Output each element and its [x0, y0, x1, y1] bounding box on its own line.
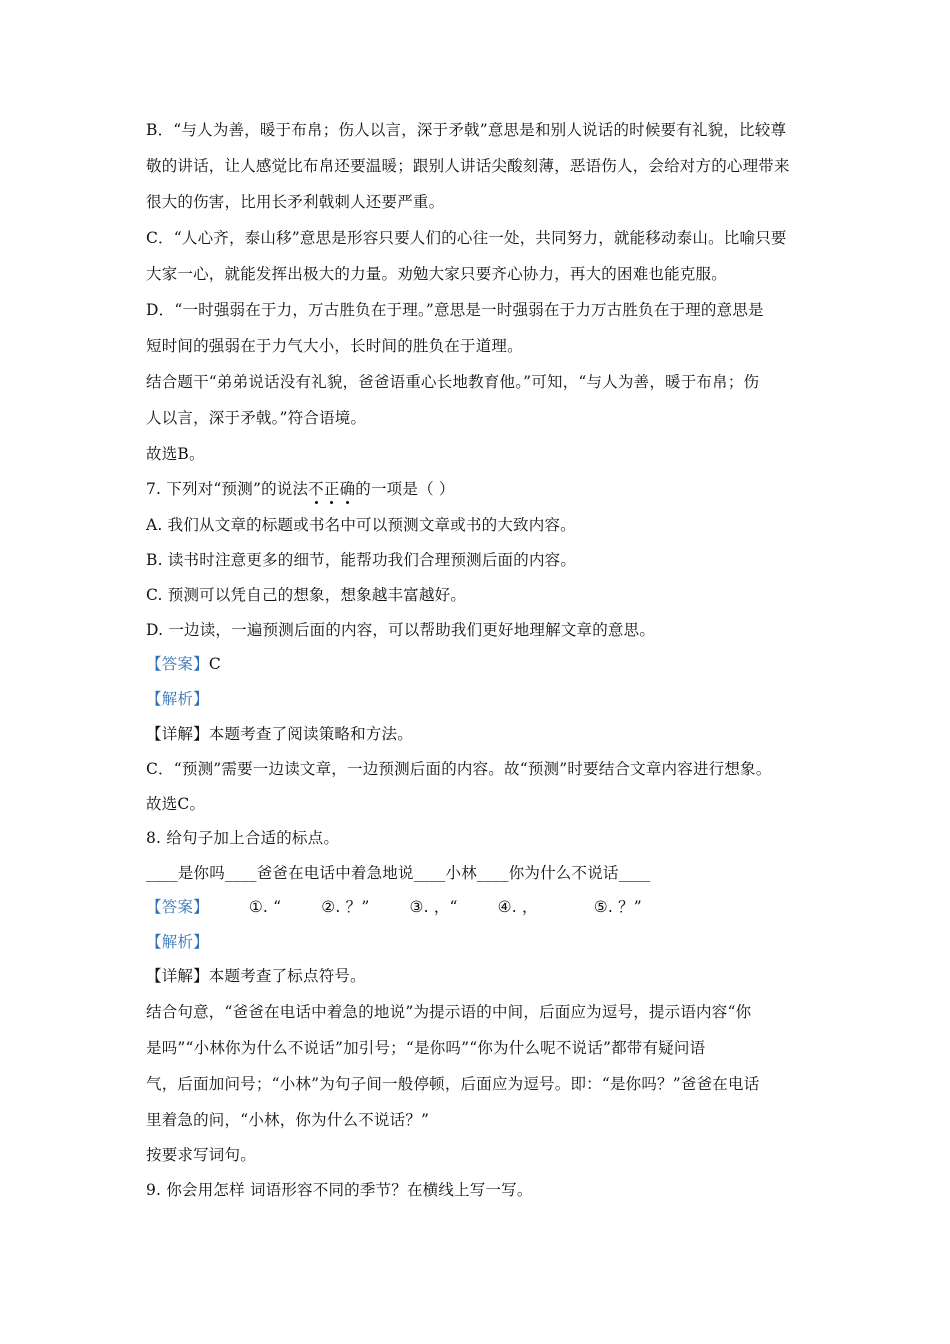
- option-c-explanation-line-1: C．“人心齐，泰山移”意思是形容只要人们的心往一处，共同努力，就能移动泰山。比喻只要: [146, 229, 787, 247]
- q8-explanation-line-3: 气，后面加问号；“小林”为句子间一般停顿，后面应为逗号。即：“是你吗？”爸爸在电话: [146, 1075, 760, 1093]
- q7-emphasis-char: 确: [339, 480, 356, 498]
- option-d-explanation-line-1: D．“一时强弱在于力，万古胜负在于理。”意思是一时强弱在于力万古胜负在于理的意思是: [146, 301, 764, 319]
- q7-conclusion: 故选C。: [146, 795, 206, 813]
- answer-tag: 【答案】: [146, 898, 209, 916]
- q7-stem-text: 7. 下列对“预测”的说法: [146, 480, 309, 498]
- q8-explanation-line-1: 结合句意，“爸爸在电话中着急的地说”为提示语的中间，后面应为逗号，提示语内容“你: [146, 1003, 752, 1021]
- q7-option-d: D. 一边读，一遍预测后面的内容，可以帮助我们更好地理解文章的意思。: [146, 621, 656, 639]
- option-b-explanation-line-2: 敬的讲话，让人感觉比布帛还要温暖；跟别人讲话尖酸刻薄，恶语伤人，会给对方的心理带来: [146, 157, 790, 175]
- q7-emphasis-char: 正: [323, 480, 340, 498]
- q8-sentence: ____是你吗____爸爸在电话中着急地说____小林____你为什么不说话____: [146, 864, 651, 882]
- q8-detail: 【详解】本题考查了标点符号。: [146, 967, 366, 985]
- q7-detail: 【详解】本题考查了阅读策略和方法。: [146, 725, 413, 743]
- q7-analysis-tag: 【解析】: [146, 690, 209, 708]
- q7-explanation: C．“预测”需要一边读文章，一边预测后面的内容。故“预测”时要结合文章内容进行想象。: [146, 760, 772, 778]
- q8-stem: 8. 给句子加上合适的标点。: [146, 829, 340, 847]
- answer-item: ⑤. ？”: [593, 898, 642, 916]
- q7-answer: [146, 654, 221, 674]
- q8-analysis-tag: 【解析】: [146, 933, 209, 951]
- q7-emphasis-char: 不: [308, 480, 324, 498]
- answer-value: C: [208, 655, 221, 673]
- context-explanation-line-2: 人以言，深于矛戟。”符合语境。: [146, 409, 367, 427]
- answer-item: ③. ，“: [409, 898, 458, 916]
- answer-item: ②. ？”: [321, 898, 370, 916]
- q7-option-a: A. 我们从文章的标题或书名中可以预测文章或书的大致内容。: [146, 516, 576, 534]
- answer-item: ①. “: [248, 898, 282, 916]
- answer-item: ④. ，: [497, 898, 538, 916]
- q8-answer: [146, 897, 642, 917]
- q9-stem: 9. 你会用怎样 词语形容不同的季节？在横线上写一写。: [146, 1181, 533, 1199]
- q7-stem-tail: 的一项是（ ）: [355, 480, 455, 498]
- option-d-explanation-line-2: 短时间的强弱在于力气大小，长时间的胜负在于道理。: [146, 337, 523, 355]
- q7-option-b: B. 读书时注意更多的细节，能帮功我们合理预测后面的内容。: [146, 551, 577, 569]
- q8-explanation-line-2: 是吗”“小林你为什么不说话”加引号；“是你吗”“你为什么呢不说话”都带有疑问语: [146, 1039, 706, 1057]
- option-c-explanation-line-2: 大家一心，就能发挥出极大的力量。劝勉大家只要齐心协力，再大的困难也能克服。: [146, 265, 727, 283]
- section-heading: 按要求写词句。: [146, 1146, 256, 1164]
- answer-tag: 【答案】: [146, 655, 209, 673]
- q7-stem: [146, 479, 455, 499]
- q7-option-c: C. 预测可以凭自己的想象，想象越丰富越好。: [146, 586, 467, 604]
- context-explanation-line-1: 结合题干“弟弟说话没有礼貌，爸爸语重心长地教育他。”可知，“与人为善，暖于布帛；伤: [146, 373, 760, 391]
- q8-explanation-line-4: 里着急的问，“小林，你为什么不说话？”: [146, 1111, 430, 1129]
- q6-conclusion: 故选B。: [146, 445, 205, 463]
- option-b-explanation-line-1: B．“与人为善，暖于布帛；伤人以言，深于矛戟”意思是和别人说话的时候要有礼貌，比较尊: [146, 121, 787, 139]
- option-b-explanation-line-3: 很大的伤害，比用长矛利戟刺人还要严重。: [146, 193, 445, 211]
